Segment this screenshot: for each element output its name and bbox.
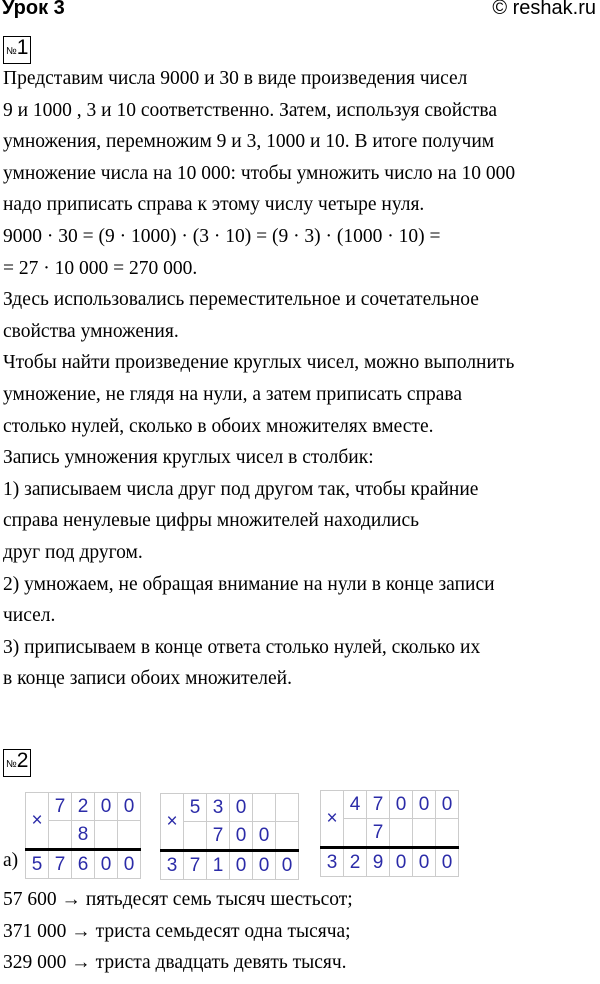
digit-cell: 7	[207, 822, 230, 851]
result-digit-cell: 1	[207, 851, 230, 880]
result-digit-cell: 0	[118, 850, 141, 879]
task-number-label: 2	[16, 749, 29, 772]
result-digit-cell: 0	[253, 851, 276, 880]
result-digit-cell: 0	[276, 851, 299, 880]
text-line: надо приписать справа к этому числу четыре нуля.	[3, 194, 425, 216]
multiply-sign: ×	[26, 793, 49, 850]
result-digit-cell: 0	[95, 850, 118, 879]
column-multiplication	[160, 793, 299, 880]
digit-cell: 0	[436, 791, 459, 819]
task2-answers	[3, 884, 353, 979]
digit-cell	[344, 819, 367, 848]
result-digit-cell: 3	[161, 851, 184, 880]
text-line: Представим числа 9000 и 30 в виде произведения чисел	[3, 68, 468, 89]
text-line: 9 и 1000 , 3 и 10 соответственно. Затем, используя свойства	[3, 99, 498, 121]
answer-line: 329 000 → триста двадцать девять тысяч.	[3, 952, 347, 974]
digit-cell	[253, 794, 276, 822]
text-line: Запись умножения круглых чисел в столбик:	[3, 447, 374, 469]
result-digit-cell: 9	[367, 848, 390, 877]
digit-cell: 8	[72, 821, 95, 850]
text-line: = 27 · 10 000 = 270 000.	[3, 257, 198, 279]
text-line: 9000 · 30 = (9 · 1000) · (3 · 10) = (9 · 3) · (1000 · 10) =	[3, 225, 441, 247]
digit-cell: 3	[207, 794, 230, 822]
digit-cell	[118, 821, 141, 850]
digit-cell: 0	[230, 794, 253, 822]
digit-cell	[276, 822, 299, 851]
text-line: Чтобы найти произведение круглых чисел, можно выполнить	[3, 352, 515, 374]
lesson-title: Урок 3	[2, 0, 65, 19]
digit-cell: 4	[344, 791, 367, 819]
result-digit-cell: 7	[49, 850, 72, 879]
result-digit-cell: 7	[184, 851, 207, 880]
digit-cell: 0	[118, 793, 141, 821]
digit-cell	[276, 794, 299, 822]
digit-cell	[184, 822, 207, 851]
multiply-sign: ×	[161, 794, 184, 851]
text-line: 2) умножаем, не обращая внимание на нули в конце записи	[3, 573, 495, 595]
task1-text	[3, 63, 600, 695]
result-digit-cell: 5	[26, 850, 49, 879]
digit-cell: 7	[49, 793, 72, 821]
result-digit-cell: 0	[436, 848, 459, 877]
text-line: умножения, перемножим 9 и 3, 1000 и 10. В итоге получим	[3, 131, 495, 153]
part-label: а)	[3, 850, 19, 871]
result-digit-cell: 0	[230, 851, 253, 880]
result-digit-cell: 3	[321, 848, 344, 877]
result-digit-cell: 0	[413, 848, 436, 877]
answer-line: 57 600 → пятьдесят семь тысяч шестьсот;	[3, 889, 353, 910]
column-multiplication	[25, 792, 141, 879]
text-line: умножение числа на 10 000: чтобы умножить число на 10 000	[3, 162, 516, 184]
digit-cell: 0	[413, 791, 436, 819]
column-multiplication	[320, 790, 459, 877]
site-credit: © reshak.ru	[492, 0, 596, 19]
task-number-label: 1	[16, 36, 29, 59]
result-digit-cell: 0	[390, 848, 413, 877]
digit-cell: 0	[253, 822, 276, 851]
text-line: 3) приписываем в конце ответа столько нулей, сколько их	[3, 636, 481, 658]
text-line: в конце записи обоих множителей.	[3, 668, 292, 690]
digit-cell: 7	[367, 791, 390, 819]
text-line: Здесь использовались переместительное и сочетательное	[3, 289, 479, 311]
task-number-2: №2	[3, 749, 31, 777]
task-number-1: №1	[3, 36, 31, 64]
text-line: столько нулей, сколько в обоих множителях вместе.	[3, 415, 434, 437]
digit-cell: 0	[95, 793, 118, 821]
digit-cell	[49, 821, 72, 850]
digit-cell	[390, 819, 413, 848]
digit-cell: 5	[184, 794, 207, 822]
text-line: свойства умножения.	[3, 320, 179, 342]
answer-line: 371 000 → триста семьдесят одна тысяча;	[3, 920, 351, 942]
text-line: 1) записываем числа друг под другом так, чтобы крайние	[3, 478, 479, 500]
multiply-sign: ×	[321, 791, 344, 848]
digit-cell	[95, 821, 118, 850]
result-digit-cell: 2	[344, 848, 367, 877]
text-line: умножение, не глядя на нули, а затем приписать справа	[3, 383, 463, 405]
text-line: справа ненулевые цифры множителей находились	[3, 510, 420, 532]
digit-cell: 7	[367, 819, 390, 848]
text-line: друг под другом.	[3, 541, 143, 563]
text-line: чисел.	[3, 605, 56, 627]
digit-cell: 0	[390, 791, 413, 819]
digit-cell: 2	[72, 793, 95, 821]
digit-cell: 0	[230, 822, 253, 851]
digit-cell	[436, 819, 459, 848]
result-digit-cell: 6	[72, 850, 95, 879]
digit-cell	[413, 819, 436, 848]
